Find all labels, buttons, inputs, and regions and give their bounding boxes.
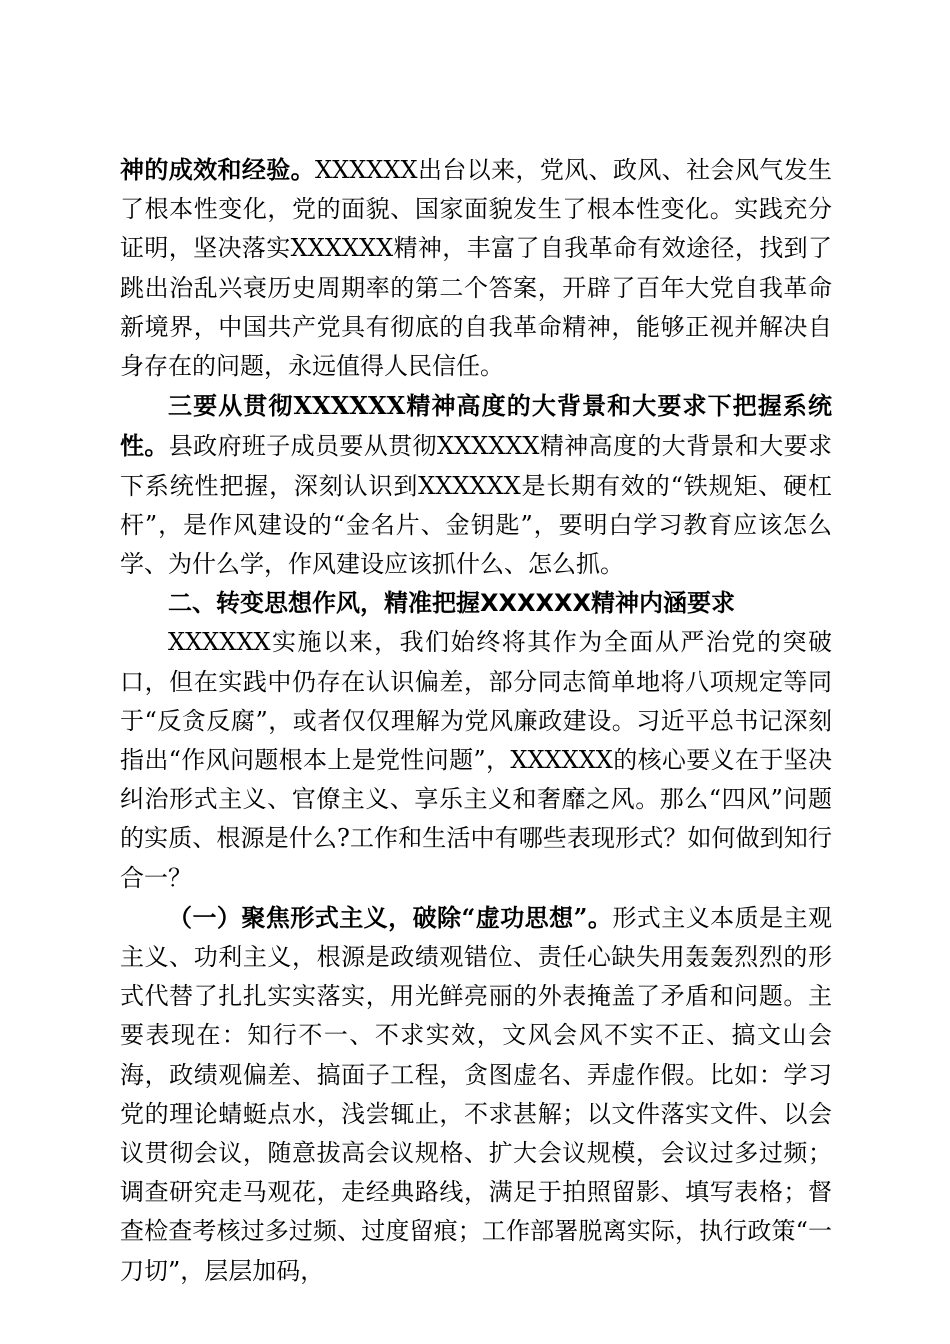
document-body — [120, 150, 832, 1291]
paragraph-subsection-1 — [120, 898, 832, 1291]
paragraph-body-text: 形式主义本质是主观主义、功利主义，根源是政绩观错位、责任心缺失用轰轰烈烈的形式代替了扎扎实实落实，用光鲜亮丽的外表掩盖了矛盾和问题。主要表现在：知行不一、不求实效，文风会风不实不正、搞文山会海，政绩观偏差、搞面子工程，贪图虚名、弄虚作假。比如：学习党的理论蜻蜓点水，浅尝辄止，不求甚解；以文件落实文件、以会议贯彻会议，随意拔高会议规格、扩大会议规模，会议过多过频；调查研究走马观花，走经典路线，满足于拍照留影、填写表格；督查检查考核过多过频、过度留痕；工作部署脱离实际，执行政策“一刀切”，层层加码， — [120, 903, 832, 1285]
paragraph-point-three — [120, 386, 832, 584]
paragraph-section-intro: XXXXXX实施以来，我们始终将其作为全面从严治党的突破口，但在实践中仍存在认识偏差，部分同志简单地将八项规定等同于“反贪反腐”，或者仅仅理解为党风廉政建设。习近平总书记深刻指出“作风问题根本上是党性问题”，XXXXXX的核心要义在于坚决纠治形式主义、官僚主义、享乐主义和奢靡之风。那么“四风”问题的实质、根源是什么?工作和生活中有哪些表现形式？如何做到知行合一？ — [120, 628, 832, 892]
paragraph-continuation — [120, 150, 832, 386]
paragraph-lead-text: 神的成效和经验。 — [120, 155, 316, 184]
paragraph-lead-text: （一）聚焦形式主义，破除“虚功思想”。 — [168, 902, 613, 932]
paragraph-lead-text: 三要从贯彻XXXXXX精神高度的大背景和大要求下把握系统性。 — [120, 391, 832, 461]
paragraph-body-text: 县政府班子成员要从贯彻XXXXXX精神高度的大背景和大要求下系统性把握，深刻认识到XXXXXX是长期有效的“铁规矩、硬杠杆”，是作风建设的“金名片、金钥匙”，要明白学习教育应该怎么学、为什么学，作风建设应该抓什么、怎么抓。 — [120, 432, 833, 579]
paragraph-body-text: XXXXXX出台以来，党风、政风、社会风气发生了根本性变化，党的面貌、国家面貌发生了根本性变化。实践充分证明，坚决落实XXXXXX精神，丰富了自我革命有效途径，找到了跳出治乱兴衰历史周期率的第二个答案，开辟了百年大党自我革命新境界，中国共产党具有彻底的自我革命精神，能够正视并解决自身存在的问题，永远值得人民信任。 — [120, 156, 833, 381]
section-heading-2: 二、转变思想作风，精准把握XXXXXX精神内涵要求 — [168, 589, 736, 618]
